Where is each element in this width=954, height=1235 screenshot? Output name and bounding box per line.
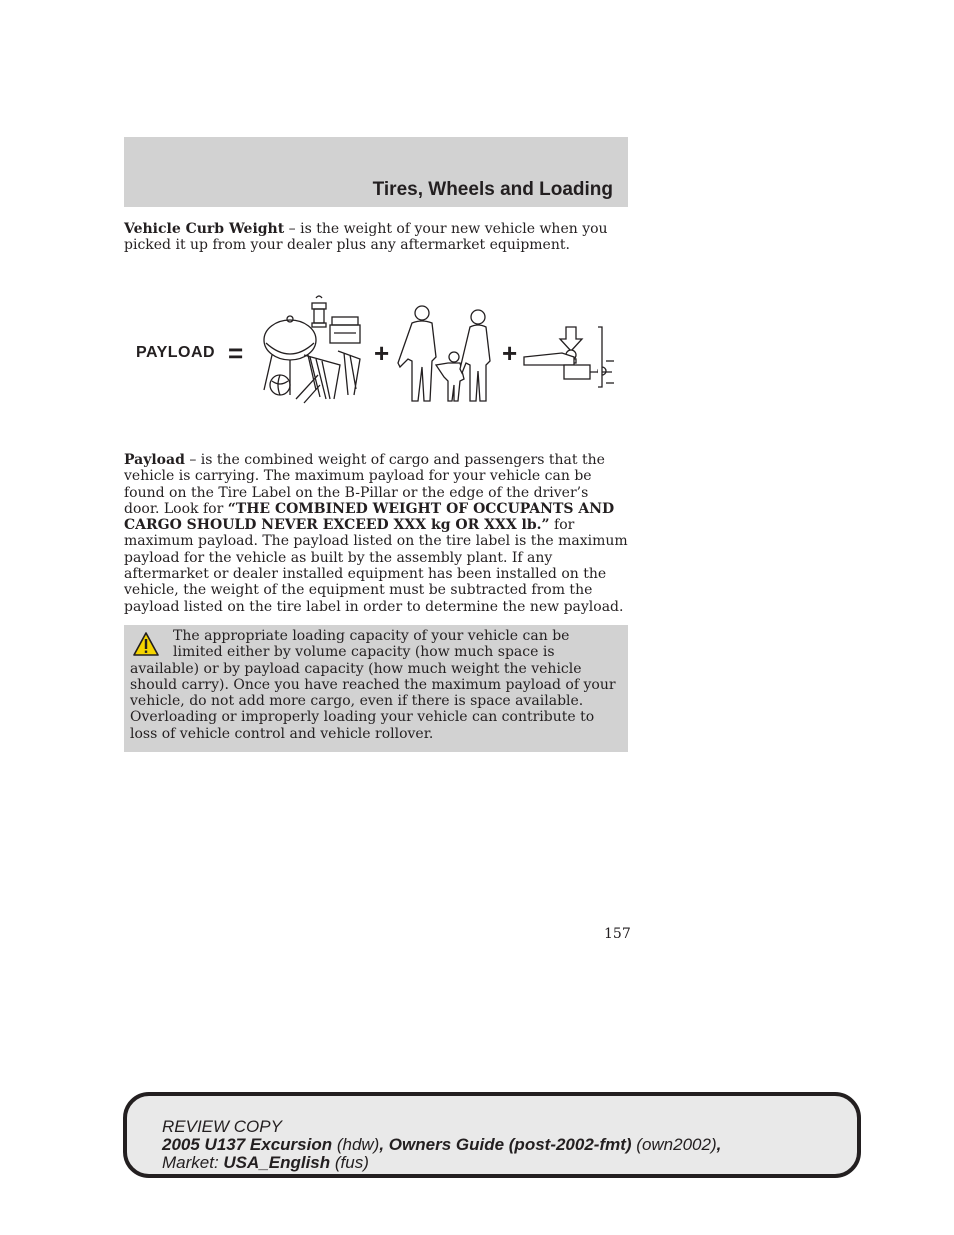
payload-label: PAYLOAD bbox=[136, 344, 216, 361]
equals-sign: = bbox=[228, 338, 244, 368]
footer-separator-1: , bbox=[379, 1135, 389, 1154]
footer-model-code: (hdw) bbox=[332, 1135, 380, 1154]
curb-weight-paragraph bbox=[124, 221, 628, 254]
footer-guide: Owners Guide (post-2002-fmt) bbox=[388, 1135, 632, 1154]
plus-sign-2: + bbox=[502, 338, 518, 368]
payload-definition-1: – is the combined weight of cargo and passengers that the vehicle is carrying. The maximum payload for your vehicle can be found on the Tire Label on the B-Pillar or the edge of the driver’s door. Look for bbox=[124, 452, 605, 517]
passengers-icon bbox=[396, 305, 492, 405]
plus-sign-1: + bbox=[374, 338, 390, 368]
trailer-hitch-icon bbox=[522, 325, 616, 395]
curb-weight-definition: – is the weight of your new vehicle when you picked it up from your dealer plus any aftermarket equipment. bbox=[124, 221, 608, 254]
footer-market: USA_English bbox=[223, 1153, 331, 1172]
payload-definition-2: for maximum payload. The payload listed on the tire label is the maximum payload for the vehicle as built by the assembly plant. If any aftermarket or dealer installed equipment has been installed on the vehicle, the weight of the equipment must be subtracted from the payload listed on the tire label in order to determine the new payload. bbox=[124, 517, 628, 615]
footer-separator-2: , bbox=[716, 1135, 722, 1154]
footer-review-copy: REVIEW COPY bbox=[162, 1117, 282, 1136]
payload-label-quote: “THE COMBINED WEIGHT OF OCCUPANTS AND CARGO SHOULD NEVER EXCEED XXX kg OR XXX lb.” bbox=[124, 500, 615, 534]
section-title: Tires, Wheels and Loading bbox=[372, 179, 613, 200]
footer-market-code: (fus) bbox=[330, 1153, 369, 1172]
footer-guide-code: (own2002) bbox=[631, 1135, 717, 1154]
cargo-icon bbox=[260, 295, 366, 407]
payload-illustration bbox=[130, 290, 620, 410]
warning-text: The appropriate loading capacity of your vehicle can be limited either by volume capacity (how much space is available) or by payload capacity (how much weight the vehicle should carry). Once you have reached the maximum payload of your vehicle, do not add more cargo, even if there is space available. Overloading or improperly loading your vehicle can contribute to loss of vehicle control and vehicle rollover. bbox=[130, 628, 616, 742]
page-number: 157 bbox=[604, 926, 631, 942]
warning-box bbox=[124, 625, 628, 752]
footer-text bbox=[162, 1118, 842, 1172]
curb-weight-term: Vehicle Curb Weight bbox=[124, 221, 285, 237]
payload-term: Payload bbox=[124, 452, 185, 468]
footer-market-label: Market: bbox=[162, 1153, 224, 1172]
section-header bbox=[124, 137, 628, 207]
footer-model: 2005 U137 Excursion bbox=[162, 1135, 333, 1154]
payload-paragraph bbox=[124, 452, 628, 615]
